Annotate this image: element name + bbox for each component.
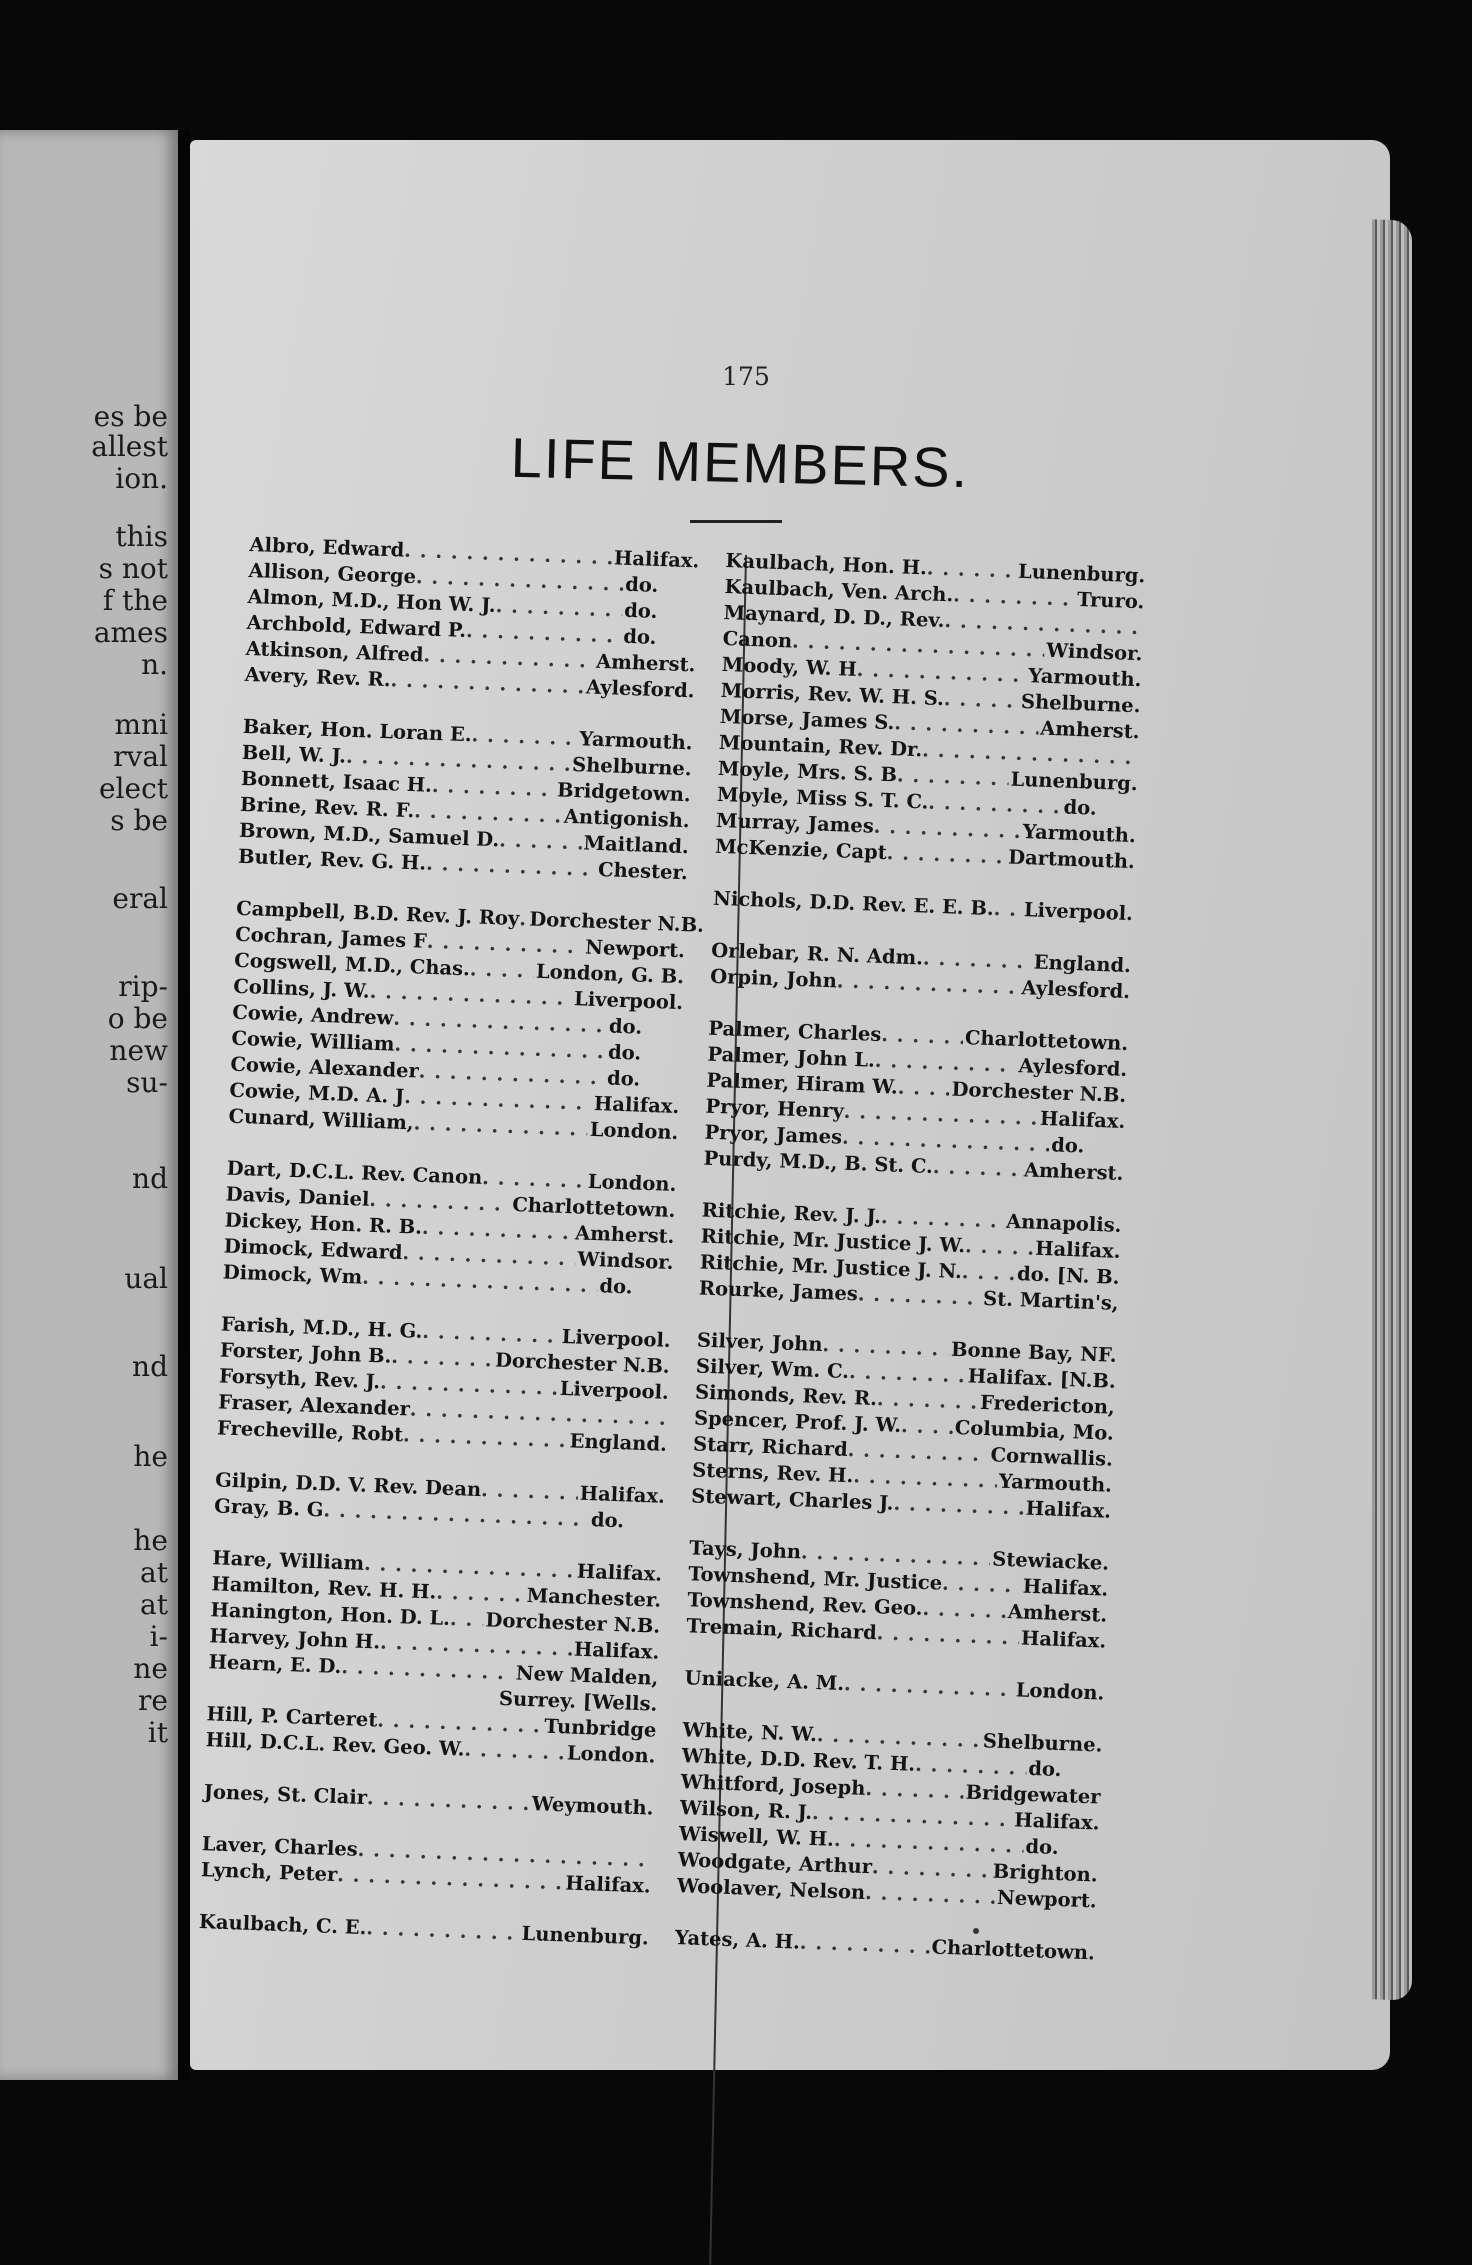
member-residence: Lunenburg. <box>1016 559 1146 590</box>
member-residence: London. <box>587 1117 678 1146</box>
member-residence: Annapolis. <box>1004 1209 1122 1239</box>
facing-page-text-fragment: elect <box>99 772 168 805</box>
leader-dots <box>922 1596 1006 1625</box>
member-residence: Newport. <box>583 934 686 964</box>
facing-page-text-fragment: new <box>109 1034 168 1067</box>
member-name: Nichols, D.D. Rev. E. E. B. <box>713 886 995 922</box>
member-residence: Bridgetown. <box>555 777 691 808</box>
leader-dots <box>876 1620 1019 1651</box>
member-name: Kaulbach, Hon. H. <box>725 548 927 581</box>
member-residence: Shelburne. <box>1019 689 1141 719</box>
leader-dots <box>993 896 1022 923</box>
member-name: Brown, M.D., Samuel D. <box>239 818 500 854</box>
member-residence: Tunbridge <box>542 1714 657 1744</box>
leader-dots <box>942 1571 1022 1600</box>
member-name: Hill, D.C.L. Rev. Geo. W. <box>205 1727 465 1762</box>
member-name: Spencer, Prof. J. W. <box>694 1405 902 1439</box>
member-residence: England. <box>567 1428 667 1458</box>
facing-page-text-fragment: re <box>138 1684 168 1717</box>
member-name: Gilpin, D.D. V. Rev. Dean <box>215 1467 482 1503</box>
member-residence: Yarmouth. <box>1020 819 1136 849</box>
member-residence: Yarmouth. <box>577 726 693 756</box>
member-name: Butler, Rev. G. H. <box>238 844 427 877</box>
facing-page-text-fragment: it <box>148 1716 168 1749</box>
member-residence: Dorchester N.B. <box>493 1347 671 1379</box>
facing-page-text-fragment: ion. <box>115 462 168 495</box>
member-residence: Halifax. <box>571 1637 659 1666</box>
member-residence: do. <box>622 598 698 627</box>
member-residence: Aylesford. <box>583 674 694 704</box>
leader-dots <box>896 762 1009 792</box>
facing-page-text-fragment: rip- <box>118 970 168 1003</box>
member-name: Allison, George <box>248 558 416 590</box>
member-name: White, N. W. <box>682 1717 817 1748</box>
member-name: Woolaver, Nelson <box>676 1873 865 1906</box>
member-name: Collins, J. W. <box>233 974 370 1005</box>
members-column-left <box>199 532 700 1952</box>
leader-dots <box>915 1752 1027 1782</box>
facing-page-text-fragment: allest <box>91 430 168 463</box>
facing-page-text-fragment: at <box>140 1556 168 1589</box>
member-residence: Liverpool. <box>559 1324 671 1354</box>
member-name: Dimock, Wm <box>222 1260 362 1291</box>
member-name: Moody, W. H <box>721 652 857 683</box>
member-name: Tays, John <box>689 1535 802 1565</box>
leader-dots <box>923 946 1033 976</box>
member-residence: Maitland. <box>581 830 689 860</box>
member-name: Cowie, Alexander <box>230 1052 419 1085</box>
member-name: Moyle, Mrs. S. B <box>717 756 897 789</box>
member-name: Whitford, Joseph <box>680 1769 866 1802</box>
member-residence: Manchester. <box>524 1583 661 1614</box>
member-residence: Aylesford. <box>1019 975 1130 1005</box>
member-residence: Amherst. <box>594 649 696 679</box>
member-residence: Halifax. <box>1018 1625 1106 1654</box>
member-name: Cowie, William <box>231 1026 395 1058</box>
member-residence: Amherst. <box>1022 1157 1124 1187</box>
member-name: Forster, John B. <box>220 1337 392 1369</box>
facing-page-text-fragment: i- <box>150 1620 168 1653</box>
member-name: Morris, Rev. W. H. S. <box>720 678 944 712</box>
member-name: Wiswell, W. H. <box>678 1821 834 1853</box>
member-name: Hare, William <box>212 1545 365 1577</box>
member-residence: Halifax. <box>1020 1574 1108 1603</box>
leader-dots <box>932 1154 1022 1183</box>
facing-page-text-fragment: es be <box>94 400 168 433</box>
member-name: Archbold, Edward P. <box>246 610 466 644</box>
title-rule <box>690 520 782 523</box>
member-name: Forsyth, Rev. J. <box>219 1363 381 1395</box>
member-residence: New Malden, <box>513 1660 658 1691</box>
member-residence: Shelburne. <box>570 752 692 782</box>
leader-dots <box>865 1776 964 1806</box>
member-residence: Charlottetown. <box>929 1934 1095 1966</box>
leader-dots <box>876 1386 978 1416</box>
facing-page-text-fragment: ames <box>94 616 168 649</box>
member-name: Albro, Edward <box>249 532 405 564</box>
member-residence: Brighton. <box>990 1859 1098 1889</box>
member-residence: Antigonish. <box>561 804 690 835</box>
member-name: Palmer, Hiram W. <box>706 1068 898 1101</box>
book-gutter <box>178 130 190 2080</box>
member-residence: Halifax. <box>1033 1236 1121 1265</box>
member-residence: Halifax. <box>1038 1106 1126 1135</box>
facing-page-text-fragment: he <box>133 1440 168 1473</box>
member-name: Moyle, Miss S. T. C. <box>716 782 928 816</box>
member-residence: Halifax. <box>611 545 699 574</box>
member-residence: London. <box>564 1740 655 1769</box>
member-name: Cunard, William, <box>228 1104 414 1137</box>
ink-spot <box>973 1928 979 1934</box>
member-name: Rourke, James <box>698 1276 858 1308</box>
leader-dots <box>464 1737 565 1767</box>
facing-page-text-fragment: this <box>115 520 168 553</box>
member-name: Farish, M.D., H. G. <box>220 1311 422 1344</box>
member-residence: Halifax. <box>563 1870 651 1899</box>
member-residence: Surrey. [Wells. <box>497 1686 658 1718</box>
member-name: Frecheville, Robt <box>217 1415 404 1448</box>
member-name: Campbell, B.D. Rev. J. Roy <box>236 896 520 932</box>
facing-page-text-fragment: ual <box>124 1262 168 1295</box>
member-name: Davis, Daniel <box>225 1182 370 1213</box>
leader-dots <box>961 1259 1015 1287</box>
member-residence: Dorchester N.B. <box>483 1607 661 1639</box>
member-name: Cochran, James F <box>235 922 428 955</box>
page-number: 175 <box>716 362 776 391</box>
facing-page-text-fragment: he <box>133 1524 168 1557</box>
member-name: Brine, Rev. R. F. <box>240 792 415 824</box>
member-name: Pryor, James <box>704 1120 842 1151</box>
member-name: Cowie, M.D. A. J <box>229 1078 405 1110</box>
facing-page-text-fragment: at <box>140 1588 168 1621</box>
member-residence: London. <box>1013 1677 1104 1706</box>
member-name: Townshend, Mr. Justice <box>688 1561 943 1596</box>
member-name: Tremain, Richard <box>686 1613 877 1646</box>
member-name: Dimock, Edward <box>223 1234 403 1267</box>
facing-page-text-fragment: s be <box>110 804 168 837</box>
member-residence: Lunenburg. <box>1008 767 1138 798</box>
member-residence: do. <box>623 572 699 601</box>
leader-dots <box>886 840 1006 870</box>
member-residence: Amherst. <box>573 1220 675 1250</box>
leader-dots <box>965 1233 1034 1261</box>
member-name: Atkinson, Alfred <box>245 636 424 669</box>
facing-page-text-fragment: mni <box>114 708 168 741</box>
leader-dots <box>450 1606 484 1633</box>
leader-dots <box>901 1413 954 1441</box>
leader-dots <box>481 1477 579 1507</box>
leader-dots <box>499 827 582 856</box>
member-residence: Chester. <box>596 857 689 886</box>
member-name: Orlebar, R. N. Adm. <box>711 938 924 972</box>
member-name: Ritchie, Rev. J. J. <box>701 1198 881 1231</box>
member-residence: Amherst. <box>1038 716 1140 746</box>
member-name: Hill, P. Carteret <box>206 1701 378 1733</box>
member-residence: Lunenburg. <box>519 1921 649 1952</box>
leader-dots <box>881 1022 964 1051</box>
member-name: Murray, James <box>716 808 875 840</box>
member-residence: Dartmouth. <box>1006 844 1135 875</box>
member-name: Uniacke, A. M. <box>684 1665 845 1697</box>
member-name: Dickey, Hon. R. B. <box>224 1208 422 1241</box>
member-residence: Aylesford. <box>1016 1053 1127 1083</box>
leader-dots <box>469 956 534 984</box>
member-name: Palmer, John L. <box>707 1042 875 1074</box>
facing-page-text-fragment: nd <box>132 1162 168 1195</box>
member-name: Pryor, Henry <box>705 1094 844 1125</box>
page-title: LIFE MEMBERS. <box>489 424 990 500</box>
member-residence: Liverpool. <box>557 1376 669 1406</box>
member-residence: Bonne Bay, NF. <box>949 1337 1118 1369</box>
member-name: Mountain, Rev. Dr. <box>718 730 922 763</box>
member-residence: England. <box>1031 949 1131 979</box>
member-name: Wilson, R. J. <box>679 1795 812 1826</box>
member-residence: do. <box>1049 1132 1125 1161</box>
member-residence: Dorchester N.B. <box>527 906 705 938</box>
member-name: Jones, St. Clair <box>203 1779 367 1811</box>
member-residence: Charlottetown. <box>963 1025 1129 1057</box>
member-name: Starr, Richard <box>693 1431 848 1463</box>
member-name: Dart, D.C.L. Rev. Canon <box>226 1156 483 1191</box>
facing-page-text-fragment: ne <box>133 1652 168 1685</box>
facing-page-text-fragment: nd <box>132 1350 168 1383</box>
member-residence: Halifax. <box>1012 1807 1100 1836</box>
facing-page-text-fragment: eral <box>112 882 168 915</box>
member-name: Stewart, Charles J. <box>691 1483 894 1516</box>
member-name: Simonds, Rev. R. <box>695 1379 878 1412</box>
member-name: Kaulbach, Ven. Arch. <box>724 574 954 608</box>
member-residence: Yarmouth. <box>1026 663 1142 693</box>
member-residence: Halifax. <box>574 1559 662 1588</box>
member-name: White, D.D. Rev. T. H. <box>681 1743 915 1778</box>
member-residence: Cornwallis. <box>988 1442 1113 1473</box>
member-name: Canon <box>722 626 792 655</box>
member-name: Fraser, Alexander <box>218 1389 411 1422</box>
member-name: McKenzie, Capt <box>715 834 888 866</box>
member-name: Morse, James S. <box>719 704 895 736</box>
leader-dots <box>471 722 578 752</box>
member-residence: do. <box>606 1039 682 1068</box>
member-residence: Fredericton, <box>978 1390 1116 1421</box>
member-residence: do. <box>1023 1834 1099 1863</box>
member-name: Purdy, M.D., B. St. C. <box>703 1146 933 1180</box>
member-name: Woodgate, Arthur <box>677 1847 872 1880</box>
member-name: Cowie, Andrew <box>232 1000 394 1032</box>
member-residence: Halifax. [N.B. <box>965 1363 1116 1394</box>
member-name: Almon, M.D., Hon W. J. <box>247 584 496 619</box>
member-residence: Truro. <box>1075 587 1145 616</box>
left-page-edge <box>0 130 178 2080</box>
leader-dots <box>799 1930 930 1961</box>
member-residence: Amherst. <box>1005 1599 1107 1629</box>
member-name: Baker, Hon. Loran E. <box>242 714 472 748</box>
member-residence: do. <box>605 1065 681 1094</box>
member-residence: Stewiacke. <box>990 1546 1110 1576</box>
member-name: Kaulbach, C. E. <box>199 1909 367 1941</box>
member-name: Hearn, E. D. <box>208 1649 342 1680</box>
leader-dots <box>926 555 1016 584</box>
member-residence: do. <box>597 1273 673 1302</box>
member-name: Lynch, Peter <box>200 1857 337 1888</box>
leader-dots <box>897 1075 950 1103</box>
member-residence: Liverpool. <box>572 986 684 1016</box>
member-residence: Windsor. <box>1044 638 1143 668</box>
member-name: Ritchie, Mr. Justice J. W. <box>700 1224 965 1260</box>
leader-dots <box>482 1165 587 1195</box>
member-residence: Shelburne. <box>980 1728 1102 1758</box>
member-name: Cogswell, M.D., Chas. <box>234 948 471 983</box>
facing-page-text-fragment: o be <box>108 1002 168 1035</box>
member-residence: Columbia, Mo. <box>952 1415 1114 1447</box>
member-name: Silver, Wm. C. <box>696 1353 850 1385</box>
member-name: Avery, Rev. R. <box>244 662 391 693</box>
page-edges <box>1372 219 1412 2000</box>
leader-dots <box>436 1580 525 1609</box>
member-residence: do. <box>588 1507 664 1536</box>
member-residence: Dorchester N.B. <box>949 1077 1127 1109</box>
member-residence: London, G. B. <box>533 959 684 990</box>
member-name: Yates, A. H. <box>675 1925 801 1956</box>
member-residence: Bridgewater <box>963 1780 1101 1811</box>
leader-dots <box>893 1491 1024 1522</box>
member-name: Maynard, D. D., Rev. <box>723 600 945 634</box>
member-residence: do. <box>607 1013 683 1042</box>
member-name: Harvey, John H. <box>209 1623 381 1655</box>
member-name: Hanington, Hon. D. L. <box>210 1597 451 1632</box>
member-residence: London. <box>585 1169 676 1198</box>
member-residence: Liverpool. <box>1021 897 1133 927</box>
member-name: Bonnett, Isaac H. <box>240 766 432 799</box>
leader-dots <box>391 1344 494 1374</box>
member-name: Sterns, Rev. H. <box>692 1457 854 1489</box>
member-residence: Newport. <box>995 1885 1098 1915</box>
member-name: Bell, W. J. <box>241 740 346 770</box>
member-name: Ritchie, Mr. Justice J. N. <box>699 1250 962 1286</box>
member-name: Orpin, John <box>710 964 838 995</box>
facing-page-text-fragment: rval <box>113 740 168 773</box>
member-residence: do. <box>621 624 697 653</box>
members-column-right <box>675 548 1146 1966</box>
member-name: Silver, John <box>696 1327 823 1358</box>
facing-page-text-fragment: s not <box>99 552 168 585</box>
leader-dots <box>865 1880 996 1911</box>
leader-dots <box>366 1915 520 1947</box>
member-residence: Yarmouth. <box>996 1469 1112 1499</box>
member-name: Palmer, Charles <box>708 1016 882 1048</box>
member-residence: Halifax. <box>591 1091 679 1120</box>
facing-page-text-fragment: n. <box>141 648 168 681</box>
member-residence: do. <box>1061 794 1137 823</box>
facing-page-text-fragment: su- <box>126 1066 168 1099</box>
leader-dots <box>857 1281 981 1312</box>
member-residence: Weymouth. <box>529 1791 654 1822</box>
member-residence: Halifax. <box>577 1481 665 1510</box>
member-residence: Charlottetown. <box>510 1192 676 1224</box>
member-residence: do. [N. B. <box>1015 1261 1120 1291</box>
member-residence: Windsor. <box>575 1246 674 1276</box>
member-name: Gray, B. G <box>214 1493 324 1523</box>
member-name: Hamilton, Rev. H. H. <box>211 1571 437 1605</box>
member-name: Laver, Charles <box>201 1831 358 1863</box>
facing-page-text-fragment: f the <box>103 584 168 617</box>
member-name: Townshend, Rev. Geo. <box>687 1587 923 1622</box>
member-residence: St. Martin's, <box>981 1286 1119 1317</box>
member-residence: do. <box>1026 1756 1102 1785</box>
member-residence: Halifax. <box>1023 1496 1111 1525</box>
leader-dots <box>943 686 1019 715</box>
